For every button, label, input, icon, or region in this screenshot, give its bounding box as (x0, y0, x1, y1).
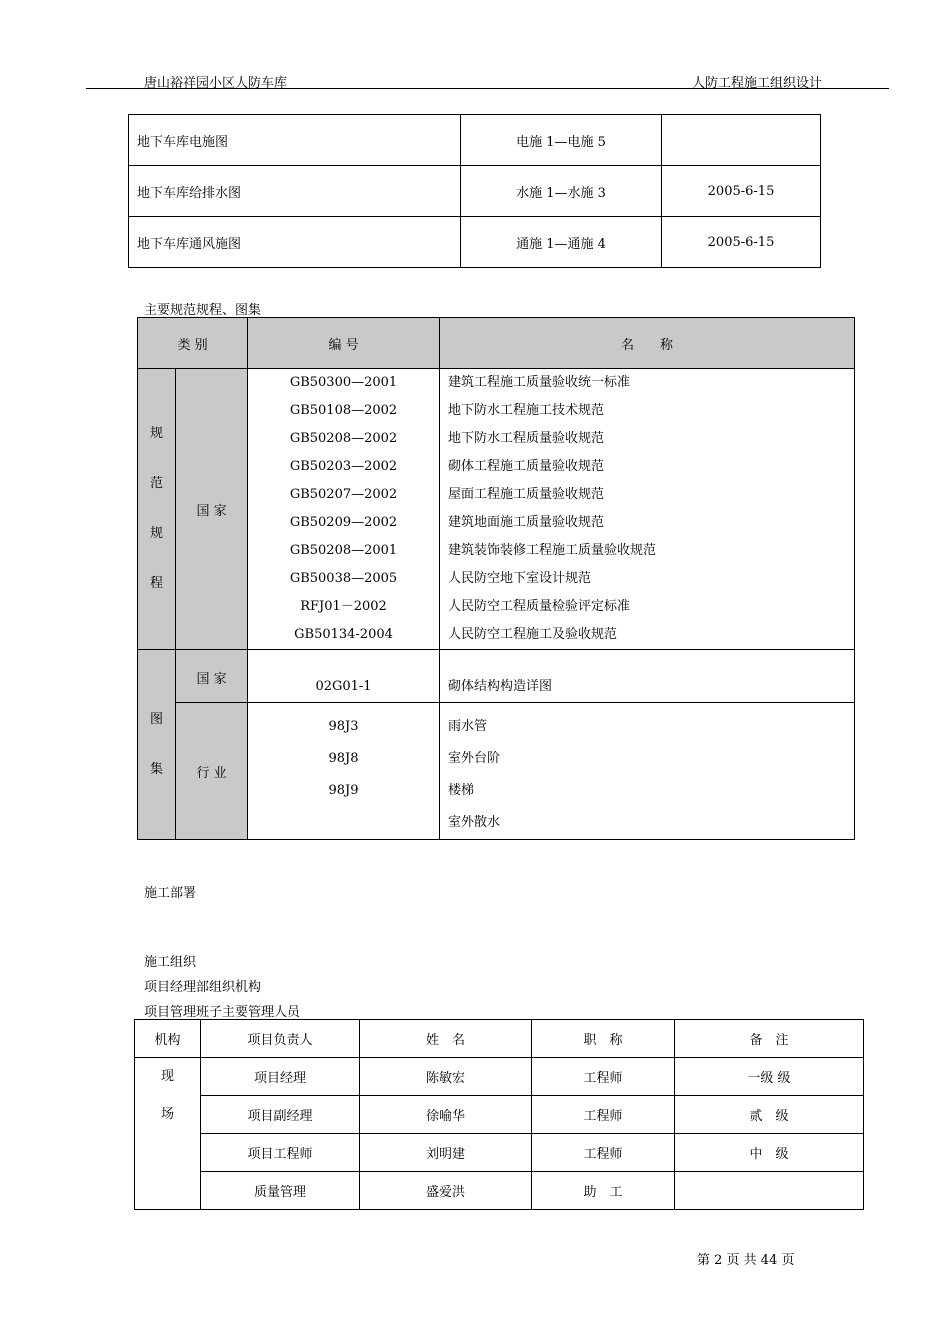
drawing-code: 通施 1—通施 4 (461, 217, 662, 268)
drawing-code: 水施 1—水施 3 (461, 166, 662, 217)
atlas-industry-label: 行 业 (176, 703, 248, 840)
standards-title: 主要规范规程、图集 (144, 303, 262, 318)
regulation-codes: GB50300—2001 GB50108—2002 GB50208—2002 GB50203—2002 GB50207—2002 GB50209—2002 GB50208—2001 GB50038—2005 RFJ01－2002 GB50134-2004 (248, 369, 440, 650)
table-row (138, 369, 855, 650)
drawing-date: 2005-6-15 (662, 217, 821, 268)
staff-title: 工程师 (532, 1096, 675, 1134)
drawing-code: 电施 1—电施 5 (461, 115, 662, 166)
table-row (129, 166, 821, 217)
drawing-date: 2005-6-15 (662, 166, 821, 217)
drawing-date (662, 115, 821, 166)
staff-note (675, 1172, 864, 1210)
table-row (129, 115, 821, 166)
regulation-names: 建筑工程施工质量验收统一标准 地下防水工程施工技术规范 地下防水工程质量验收规范 砌体工程施工质量验收规范 屋面工程施工质量验收规范 建筑地面施工质量验收规范 建筑装饰装修工程施工质量验收规范 人民防空地下室设计规范 人民防空工程质量检验评定标准 人民防空工程施工及验收规范 (440, 369, 855, 650)
table-row (129, 217, 821, 268)
table-row (135, 1134, 864, 1172)
header-note: 备 注 (675, 1020, 864, 1058)
table-header-row (138, 318, 855, 369)
drawings-table (128, 114, 821, 268)
table-header-row (135, 1020, 864, 1058)
section-deployment: 施工部署 (144, 886, 197, 901)
header-title: 职 称 (532, 1020, 675, 1058)
section-staff: 项目管理班子主要管理人员 (144, 1005, 301, 1020)
drawing-name: 地下车库电施图 (129, 115, 461, 166)
staff-name: 徐喻华 (360, 1096, 532, 1134)
header-name: 姓 名 (360, 1020, 532, 1058)
drawing-name: 地下车库通风施图 (129, 217, 461, 268)
header-category: 类 别 (138, 318, 248, 369)
header-name: 名 称 (440, 318, 855, 369)
drawing-name: 地下车库给排水图 (129, 166, 461, 217)
staff-note: 一级 级 (675, 1058, 864, 1096)
staff-role: 质量管理 (201, 1172, 360, 1210)
table-row (135, 1058, 864, 1096)
table-row (138, 650, 855, 703)
atlas-industry-codes: 98J3 98J8 98J9 (248, 703, 440, 840)
staff-title: 工程师 (532, 1058, 675, 1096)
staff-role: 项目副经理 (201, 1096, 360, 1134)
staff-org-label: 现 场 (135, 1058, 201, 1210)
atlas-group-label: 图 集 (138, 650, 176, 840)
staff-name: 刘明建 (360, 1134, 532, 1172)
staff-title: 助 工 (532, 1172, 675, 1210)
atlas-industry-names: 雨水管 室外台阶 楼梯 室外散水 (440, 703, 855, 840)
table-row (135, 1172, 864, 1210)
table-row (138, 703, 855, 840)
staff-title: 工程师 (532, 1134, 675, 1172)
section-organization: 施工组织 (144, 955, 197, 970)
staff-note: 中 级 (675, 1134, 864, 1172)
regulations-group-label: 规 范 规 程 (138, 369, 176, 650)
atlas-national-name: 砌体结构构造详图 (440, 650, 855, 703)
header-role: 项目负责人 (201, 1020, 360, 1058)
staff-note: 贰 级 (675, 1096, 864, 1134)
staff-role: 项目经理 (201, 1058, 360, 1096)
page-number: 第 2 页 共 44 页 (697, 1253, 795, 1268)
section-org-structure: 项目经理部组织机构 (144, 980, 262, 995)
staff-role: 项目工程师 (201, 1134, 360, 1172)
header-org: 机构 (135, 1020, 201, 1058)
header-project-name: 唐山裕祥园小区人防车库 (144, 76, 288, 91)
regulations-sub-label: 国 家 (176, 369, 248, 650)
header-divider (86, 88, 889, 89)
standards-table (137, 317, 855, 840)
atlas-national-code: 02G01-1 (248, 650, 440, 703)
staff-name: 盛爱洪 (360, 1172, 532, 1210)
table-row (135, 1096, 864, 1134)
staff-table (134, 1019, 864, 1210)
header-document-title: 人防工程施工组织设计 (692, 76, 823, 91)
header-code: 编 号 (248, 318, 440, 369)
staff-name: 陈敏宏 (360, 1058, 532, 1096)
atlas-national-label: 国 家 (176, 650, 248, 703)
